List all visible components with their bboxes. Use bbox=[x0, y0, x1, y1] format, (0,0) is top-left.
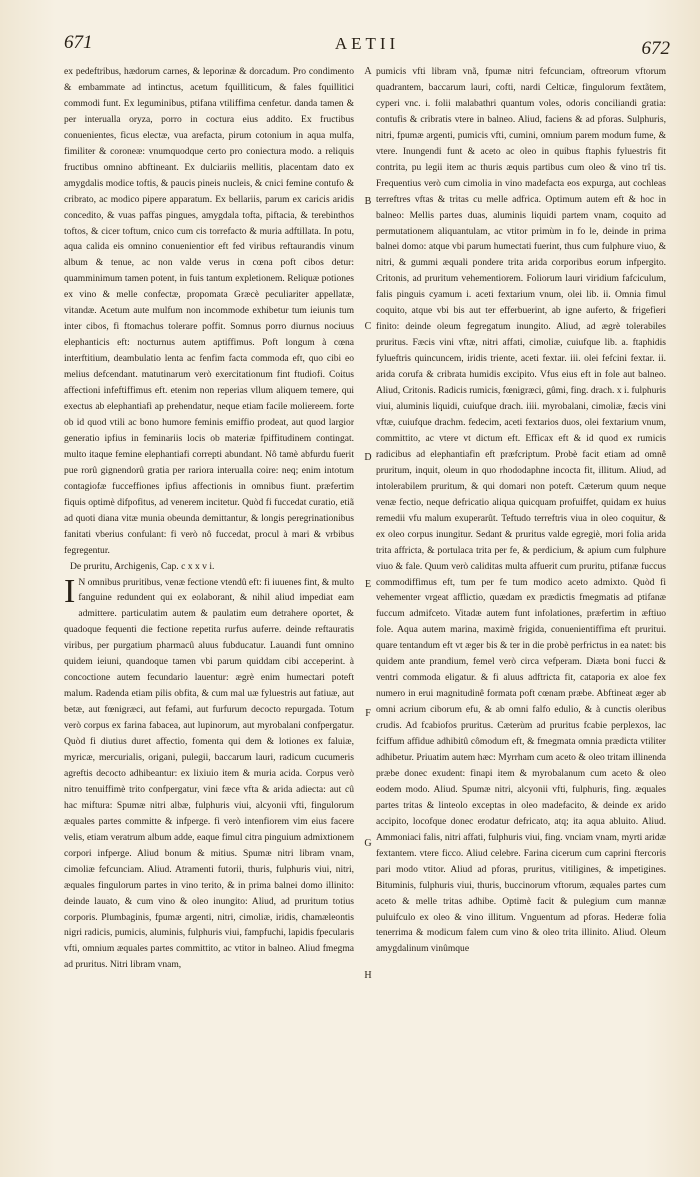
left-paragraph-2-text: N omnibus pruritibus, venæ fectione vtendû eft: fi iuuenes fint, & multo fanguine redundent qui ex eolaborant, & nihil aliud impediat eam admittere. particulatim autem & paulatim eum detrahere oportet, & quadoque fequenti die fectione repetita rurfus auferre. deinde reftauratis viribus, per purgatium pharmacû aluus fubducatur. Lauandi funt omnino quidem ieiuni, quandoque tamen vbi parum quiddam cibi acceperint. à concoctione autem fecundario lauentur: ægrè enim humectari poteft malum. Radenda etiam pilis obfita, & cum mal uæ fyluestris aut fatiuæ, aut betæ, aut fœnigræci, aut fefami, aut furfurum decocto repurgada. Totum verò corpus ex farina fabacea, aut lupinorum, aut myrobalani confpergatur. Quòd fi diutius duret affectio, fomenta qui dem & lotiones ex faluiæ, myricæ, mercurialis, origani, pulegii, baccarum lauri, radicum cucumeris agreftis decocto adhibeantur: ex lixiuio item & muria acida. Corpus verò nitro tenuiffimè trito confpergatur, vini fæce vfta & arida adiecta: aut cû hac miftura: Spumæ nitri albæ, fulphuris viui, alcyonii vfti, fingulorum æquales partes committe & infperge. fi verò intenfiorem vim eius facere velis, etiam veratrum album adde, eaque fimul citra pinguium admixtionem corpori infperge. Aliud bonum & mitius. Spumæ nitri libram vnam, cimoliæ fefcunciam. Aliud. Atramenti futorii, thuris, fulphuris viui, nitri, æquales fingulorum partes in vino terito, & in prima balnei domo illinito: deinde lauato, & cum vino & oleo inungito: Aliud, ad pruritum totius corporis. Plumbaginis, fpumæ argenti, nitri, cimoliæ, iridis, chamæleontis nigri radicis, pumicis, aluminis, fulphuris viui, fampfuchi, lapidis fpecularis vfti, omnium æquales partes committito, ac vtitor in balneo. Aliud fmegma ad pruritus. Nitri libram vnam, bbox=[64, 576, 354, 971]
right-paragraph-1: pumicis vfti libram vnã, fpumæ nitri fefcunciam, oftreorum vftorum quadrantem, baccarum lauri, cofti, nardi Celticæ, fingulorum fextãtem, cyperi vnc. i. folii malabathri quantum voles, odoris conciliandi gratia: contufis & cribratis vtere in balneo. Aliud, faciens & ad pforas. Sulphuris, nitri, fpumæ argenti, pumicis vfti, cumini, omnium parem modum fume, & vtere. Inungendi funt & aceto ac oleo in quibus ftaphis fyluestris fit contrita, pu legii item ac thuris æquis partibus cum oleo & vino trî tis. Frequentius verò cum cimolia in vino madefacta eos expurga, aut cochleas terreftres vftas & tritas cu melle adfrica. Optimum autem eft & hoc in balneo: Mellis partes duas, aluminis liquidi partem vnam, coquito ad permutationem aliquantulam, ac vtitor primùm in fo le, deinde in prima balnei domo: atque vbi parum humectati fuerint, thus cum fulphure viuo, & nitri, & gummi æquali pondere trita arida corporibus eorum infpergito. Critonis, ad pruritum vehementiorem. Foliorum lauri viridium fafciculum, falis pinguis cyamum i. aceti fextarium vnum, olei lib. ii. Omnia fimul coquito, atque vbi bis aut ter efferbuerint, ab igne auferto, & frigefieri finito: deinde oleum fegregatum inungito. Aliud, ad ægrè tolerabiles pruritus. Fæcis vini vftæ, nitri affati, cimoliæ, cuiufque lib. a. ftaphidis fylueftris quincuncem, iridis triente, aceti fextar. iii. olei fefcini fextar. ii. arida corufa & cribrata humidis excipito. Vfus eius eft in fole aut balneo. Aliud, Critonis. Radicis rumicis, fœnigræci, gûmi, fing. drach. x i. fulphuris viui, aluminis liquidi, cuiufque drach. iiii. myrobalani, cimoliæ, fæcis vini vftæ, cuiufque drachm. fedecim, aceti fextarios duos, olei fextarium vnum, committito, ac vtere vt dictum eft. Efficax eft & id quod ex rumicis radicibus ad elephantiafin eft præfcriptum. Probè facit etiam ad omnê pruritum, inquit, oleum in quo rhododaphne incocta fit, illitum. Aliud, ad intolerabilem pruritum, & qui domari non poteft. Cæterum quum neque venæ fectio, neque defricatio aliqua quicquam profuiffet, quidam ex huius remedii vfu malum exuperarût. Teftudo terreftris viua in oleo coquitur, & ex oleo corpus inungitur. Sedant & pruritus valde egregiè, mori folia arida trita affricta, & portulaca trita per fe, & perdicium, & apium cum fulphure viuo & fale. Quum verò caliditas multa affuerit cum pruritu, ptifanæ fuccus commodiffimus eft, tum per fe tum modico aceto admixto. Quòd fi vehementer vrgeat afflictio, quædam ex prædictis fmegmatis ad ptifanæ fuccum admifceto. Vitadæ autem funt infolationes, præfertim in æftiuo fole. Aqua autem marina, maximè frigida, conuenientiffima eft pruritui. quare tentandum eft vt æger bis & ter in die probè perfrictus in ea natet: bis quidem ante prandium, femel verò circa vefperam. Diæta boni fucci & ventri commoda eligatur. & fi aluus adftricta fit, cataporia ex aloe fex numero in erui magnitudinê formata poft cœnam præbe. Abftineat æger ab omni acrium ciborum efu, & ab omni falfo edulio, & à cunctis oleribus crudis. Ad fcabiofos pruritus. Cæterùm ad pruritus fcabie perplexos, lac fciffum affidue adhibitû cômodum eft, & fmegmata omnia prædicta vtiliter adhibetur. Priuatim autem hæc: Myrrham cum aceto & oleo tritam illinenda præbe donec exudent: finapi item & myrobalanum cum aceto & oleo eodem modo. Aliud. Spumæ nitri, alcyonii vfti, fulphuris, fing. æquales partes tritas & linteolo exceptas in oleo madefacito, & deinde ex arido accipito, locofque donec erodatur defricato, atq; ita aqua abluito. Aliud. Ammoniaci falis, nitri affati, fulphuris viui, fing. vnciam vnam, myrti aridæ fextantem. vtere ficco. Aliud celebre. Farina cicerum cum caprini ftercoris pari modo vtitor. Aliud ad pforas, pruritus, vitiligines, & impetigines. Bituminis, fulphuris viui, thuris, buccinorum vftorum, æquales partes cum aceto & melle tritas adhibe. Optimè facit & pulegium cum mannæ puluifculo ex oleo & vino illitum. Vnguentum ad pforas. Hederæ folia tenerrima & modicum falem cum vino & oleo trita illinito. Aliud. Oleum amygdalinum vinûmque bbox=[376, 66, 666, 955]
right-column bbox=[376, 64, 666, 1124]
section-marker-f: F bbox=[365, 708, 371, 719]
section-marker-g: G bbox=[364, 838, 372, 849]
section-marker-d: D bbox=[364, 452, 372, 463]
page-number-left: 671 bbox=[64, 32, 93, 53]
left-paragraph-2 bbox=[64, 572, 354, 974]
section-marker-h: H bbox=[364, 970, 372, 981]
running-title: AETII bbox=[334, 34, 400, 53]
section-marker-b: B bbox=[364, 196, 372, 207]
section-marker-c: C bbox=[364, 321, 372, 332]
page-number-right: 672 bbox=[641, 38, 670, 59]
section-marker-e: E bbox=[364, 579, 372, 590]
page-header bbox=[64, 32, 670, 58]
drop-cap-letter: I bbox=[64, 572, 76, 610]
left-paragraph-1: ex pedeftribus, hædorum carnes, & leporinæ & dorcadum. Pro condimento & embammate ad intinctus, acetum fquilliticum, & fales fquillitici commodi funt. Ex leguminibus, ptifana vtiliffima cenfetur. danda tamen & per interualla oryza, porro in coctura eius addito. Ex fructibus conuenientes, ficus electæ, vua arefacta, pirum cotonium in aqua mulfa, fimiliter & coroneæ: vnumquodque certo pro coniectura modo. a reliquis fructibus omnino abftineant. Ex dulciariis mellitis, placentam dato ex amygdalis modice toftis, & paucis pineis nucleis, & cnici femine contufo & cribrato, ac modico pipere apparatum. Ex bellariis, parum ex caricis aridis concedito, & vuas paffas pingues, amygdala tofta, piftacia, & terebinthos toftos, & cicer toftum, cnico cum cis torrefacto & muria adftillata. In potu, aqua calida eis omnino conuenientior eft fed viribus reftaurandis vinum album & tenue, ac non valde verus in cœna poft cibos detur: quamminimum tamen potent, in fuis tantum expletionem. Reliquæ potiones ex vino & melle confectæ, propomata Græcè peculiariter appellatæ, vitandæ. Acetum aute mulfum non incommode exhibetur tum ieiunis tum inter cibos, fi ftomachus tolerare poffit. Somnus porro diurnus nociuus elephanticis eft: nocturnus autem aptiffimus. Poft longum à cœna interftitium, deambulatio lenta ac fenfim facta commoda eft, quo cibi eo melius defcendant. matutinarum verò exercitationum fint ftudiofi. Coitus affectioni infeftiffimus eft. etenim non reperias vllum aliquem temere, qui exectus ab elephantiafi ap prehendatur, neque etiam facile moliereem. forte ob id quod vtili ac bono humore feminis emiffio prodeat, aut quod largior generatio ipfius in feminariis locis ob materiæ fpiffitudinem contingat. multo itaque femine elephantiafi correpti abundant. Nô tamè abfurdu fuerit pue rorû gignendorû gratia per rariora interualla coire: neq; enim intotum contagiofæ fucceffiones ipfius affectionis in omnibus fiunt. præfertim fiquis optimè difpofitus, ad venerem incitetur. Quòd fi fuccedat curatio, etiã ad quoti diana vitæ munia obeunda demittantur, & longis peregrinationibus fanitati vberius confulant: fi verò nô fuccedat, procul à mari & vrbibus fegregentur. bbox=[64, 66, 354, 556]
section-marker-a: A bbox=[364, 66, 372, 77]
chapter-heading: De pruritu, Archigenis, Cap. c x x v i. bbox=[70, 560, 215, 572]
left-column bbox=[64, 64, 354, 1124]
